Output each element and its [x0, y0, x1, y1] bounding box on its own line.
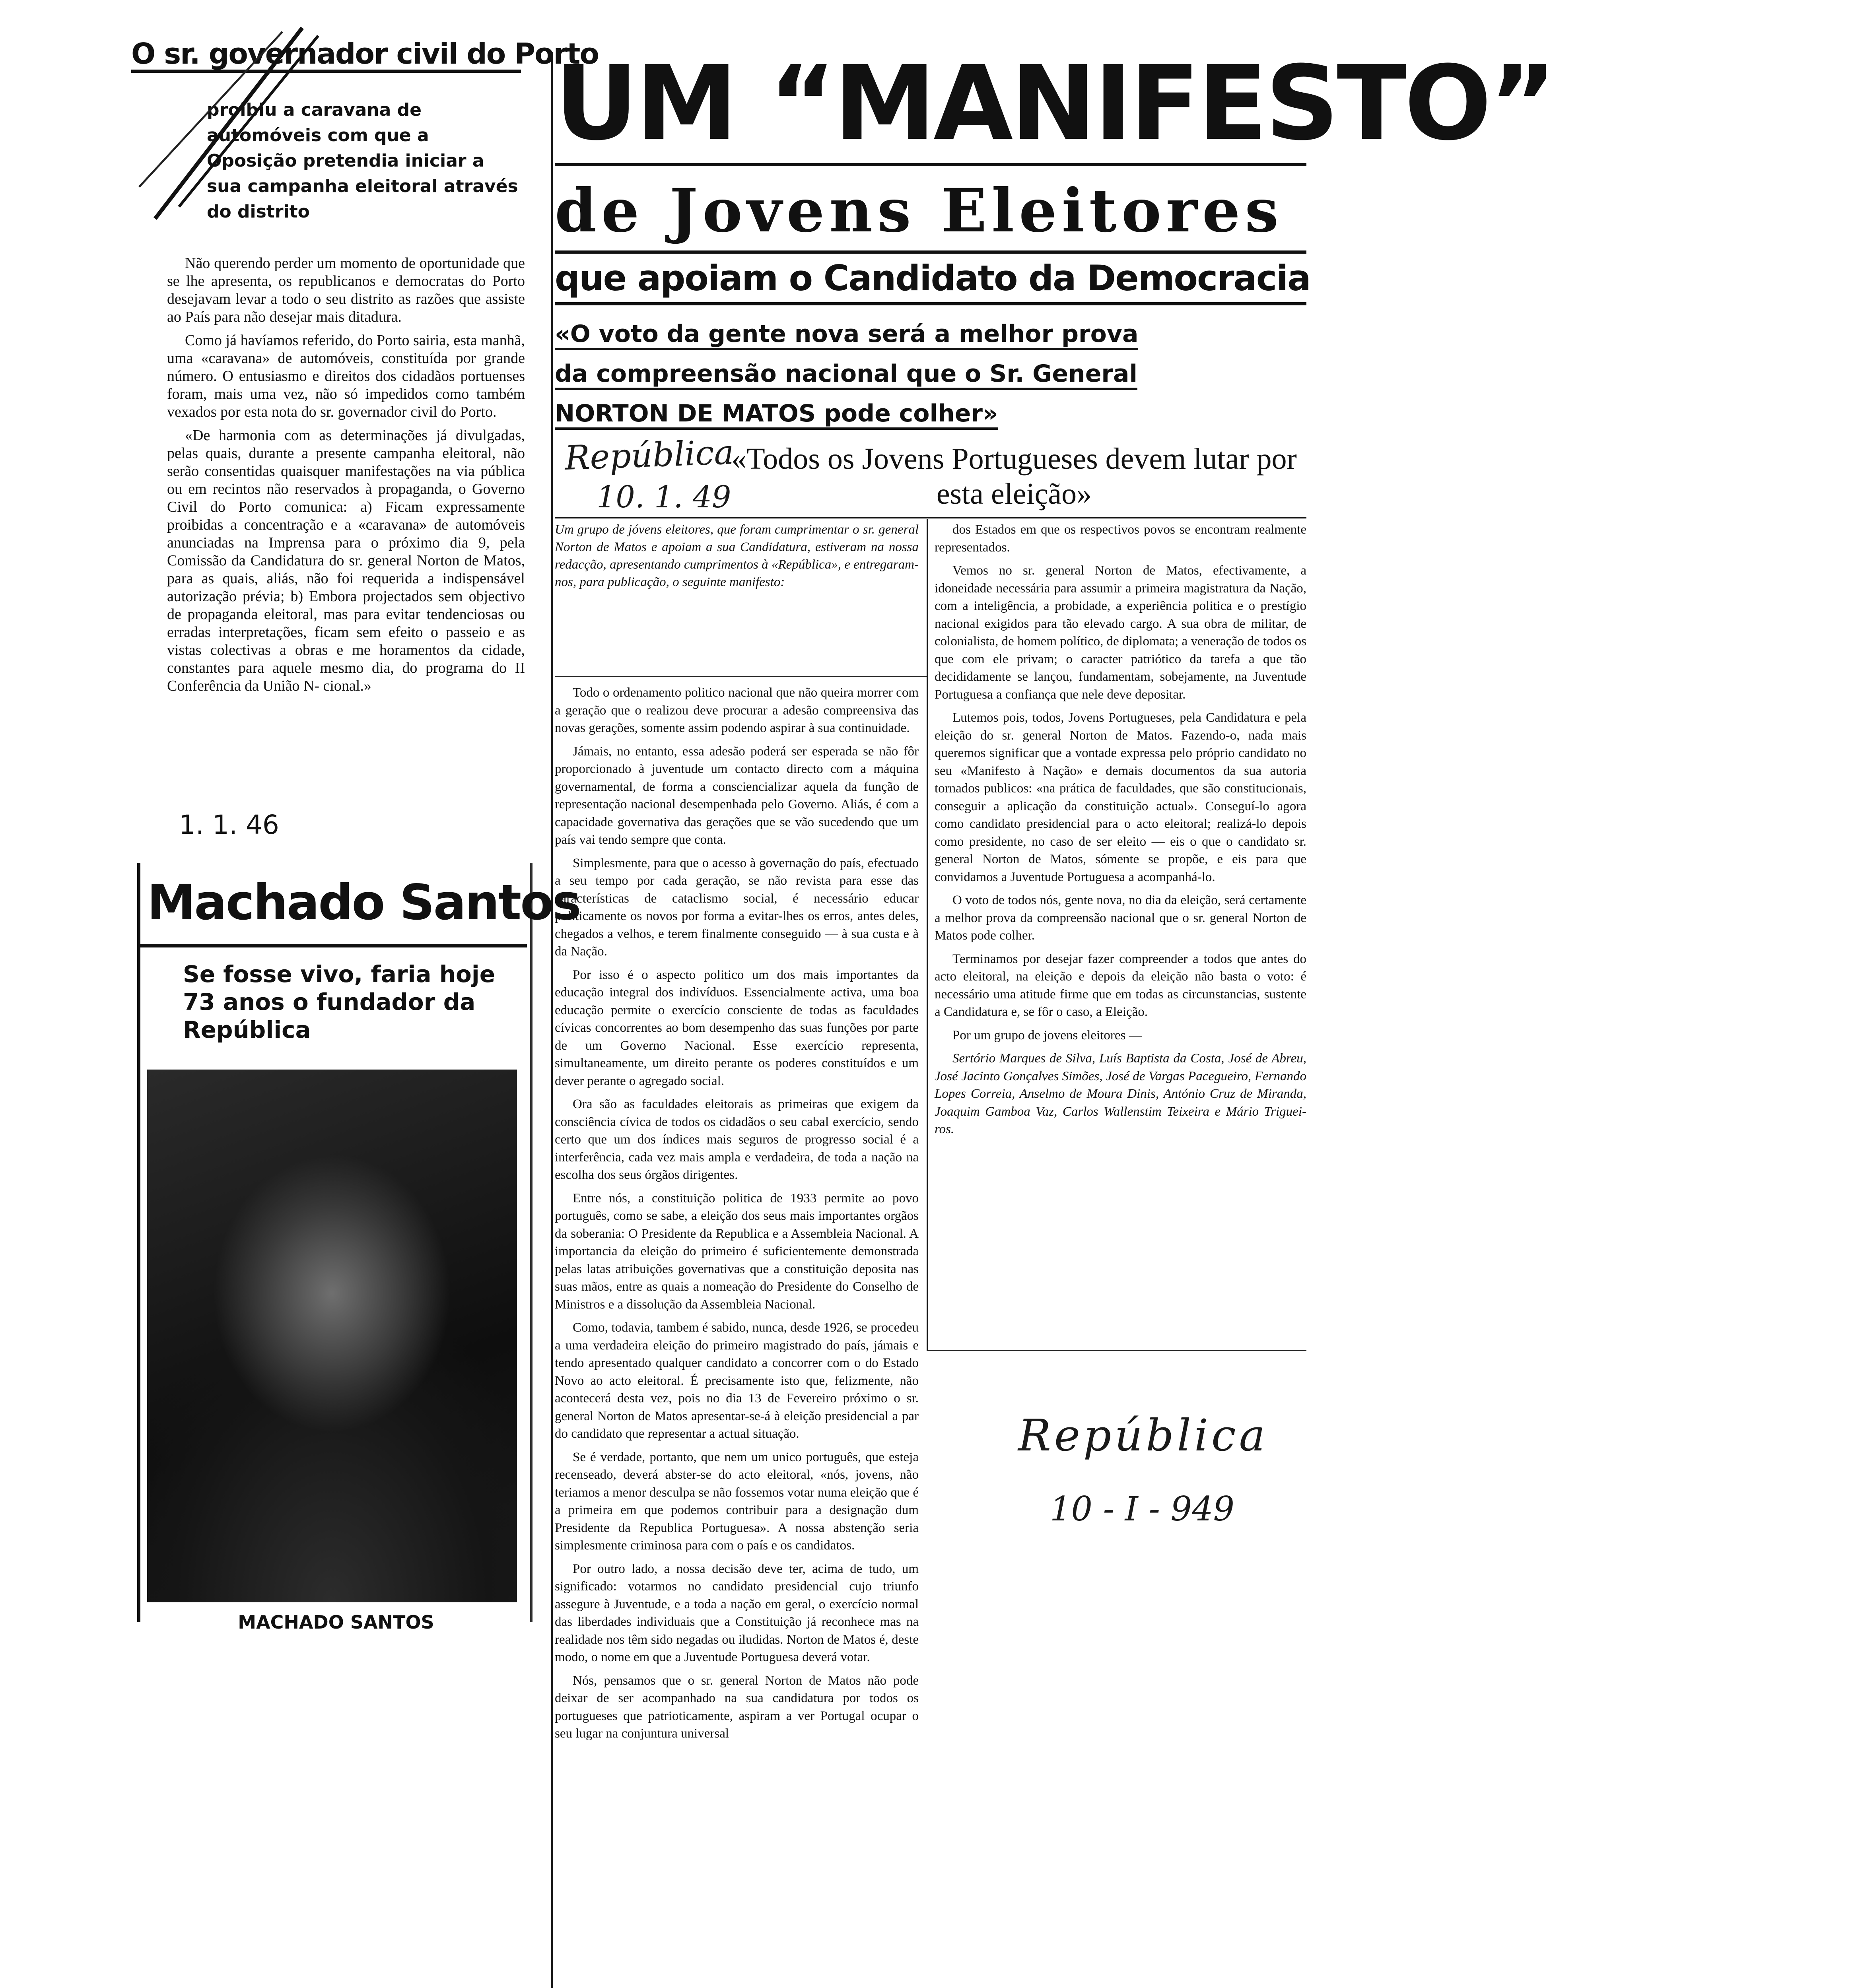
handwritten-date-note: 10. 1. 49: [597, 479, 731, 514]
article-paragraph: Vemos no sr. general Norton de Matos, efectivamente, a idoneidade necessária para assumir a primeira magistratura da Nação, com a inteligência, a probidade, a experiência politica e o prestígio nacional exigidos para tão elevado cargo. A sua obra de militar, de colonialista, de homem político, de diplomata; a veneração de todos os que com ele privam; o caracter patriótico da tarefa a que tão decididamente se lançou, fundamentam, sobejamente, na Juventude Portuguesa a confiança que nele deve depositar.: [935, 563, 1306, 702]
article-paragraph: Por isso é o aspecto politico um dos mais importantes da educação integral dos indivíduos. Essencialmente activa, uma boa educação permite o exercício consciente de todas as faculdades cívicas concorrentes ao bom desempenho das suas funções por parte de um Governo Nacional. Esse exercício representa, simultaneamente, um direito perante os poderes constituídos e um dever perante o agregado social.: [555, 967, 919, 1088]
article-paragraph: dos Estados em que os respectivos povos se encontram realmente representados.: [935, 522, 1306, 555]
subhead-line: da compreensão nacional que o Sr. General: [555, 360, 1137, 390]
article-paragraph: Lutemos pois, todos, Jovens Portugueses, pela Candidatura e pela eleição do sr. general Norton de Matos. Fazendo-o, nada mais queremos significar que a vontade expressa pelo próprio candidato no seu «Manifesto à Nação» e demais documentos da sua autoria tornados publicos: «na prática de faculdades, que são constitucionais, conseguir a aplicação da constituição actual». Conseguí-lo agora como candidato presidencial para o acto eleitoral; realizá-lo depois como presidente, no caso de ser eleito — eis o que o candidato sr. general Norton de Matos, sómente se propõe, e eis para que convidamos a Juventude Portuguesa a acompanhá-lo.: [935, 711, 1306, 884]
archive-handwritten-date: 10 - I - 949: [1050, 1489, 1234, 1528]
left-paragraph: Como já havíamos referido, do Porto sairia, esta manhã, uma «caravana» de automóveis, constituída por grande número. O entusiasmo e direitos dos cidadãos portuenses foram, mais uma vez, não só impedidos como também vexados por esta nota do sr. governador civil do Porto.: [167, 332, 525, 420]
left-article-headline: O sr. governador civil do Porto: [131, 38, 521, 73]
divider: [555, 517, 1306, 518]
main-article-column-2: [935, 521, 1306, 1368]
article-paragraph: Por outro lado, a nossa decisão deve ter, acima de tudo, um significado: votarmos no candidato presidencial cujo triunfo assegure à Juventude, e a toda a nação em geral, o exercício normal das liberdades individuais que a Constituição já reconhece mas na realidade nos têm sido negadas ou iludidas. Norton de Matos é, deste modo, o nome em que a Juventude Portuguesa deverá votar.: [555, 1561, 919, 1664]
article-paragraph: Como, todavia, tambem é sabido, nunca, desde 1926, se procedeu a uma verdadeira eleição do primeiro magistrado do país, jámais e tendo apresentado qualquer candidato a concorrer com o do Estado Novo ao acto eleitoral. É precisamente isto que, felizmente, não acontecerá desta vez, pois no dia 13 de Fevereiro próximo o sr. general Norton de Matos apresentar-se-á à eleição presidencial a par do candidato que representar a actual situação.: [555, 1320, 919, 1441]
divider: [927, 1350, 1306, 1351]
left-article-body: [167, 254, 525, 803]
main-article-subhead: [555, 314, 1223, 433]
main-article-kicker: «Todos os Jovens Portugueses devem lutar por esta eleição»: [731, 442, 1297, 511]
article-paragraph: Se é verdade, portanto, que nem um unico português, que esteja recenseado, deverá abster-se do acto eleitoral, «nós, jovens, não teriamos a menor desculpa se não fossemos votar numa eleição que é a primeira em que podemos contribuir para a designação dum Presidente da Republica Portuguesa». A nossa abstenção seria simplesmente criminosa para com o país e os candidatos.: [555, 1450, 919, 1553]
article-paragraph: O voto de todos nós, gente nova, no dia da eleição, será certamente a melhor prova da compreensão nacional que o sr. general Norton de Matos pode colher.: [935, 893, 1306, 943]
left-paragraph: Não querendo perder um momento de oportunidade que se lhe apresenta, os republicanos e democratas do Porto desejavam levar a todo o seu distrito as razões que assiste ao País para não desejar mais ditadura.: [167, 255, 525, 325]
divider: [555, 163, 1306, 166]
machado-santos-portrait-photo: [147, 1070, 517, 1602]
left-paragraph: «De harmonia com as determinações já divulgadas, pelas quais, durante a presente campanha eleitoral, não serão consentidas quaisquer manifestações na via pública ou em recintos não reservados à propaganda, o Governo Civil do Porto comunica: a) Ficam expressamente proibidas a concentração e a «caravana» de automóveis anunciadas na Imprensa para o próximo dia 9, pela Comissão da Candidatura do sr. general Norton de Matos, para as quais, aliás, não foi requerida a indispensável autorização prévia; b) Embora projectados sem objectivo de propaganda eleitoral, mas para evitar tendenciosas ou erradas interpretações, ficam sem efeito o passeio e as vistas colectivas a obras e me horamentos da cidade, constantes para aquele mesmo dia, do programa do II Conferência da União N- cional.»: [167, 427, 525, 694]
article-paragraph: Nós, pensamos que o sr. general Norton de Matos não pode deixar de ser acompanhado na sua candidatura por todos os portugueses que patrioticamente, aspiram a ver Portugal ocupar o seu lugar na conjuntura universal: [555, 1673, 919, 1741]
article-paragraph: Ora são as faculdades eleitorais as primeiras que exigem da consciência cívica de todos os cidadãos o seu cabal exercício, sendo certo que um dos índices mais seguros de progresso social é a interferência, cada vez mais ampla e verdadeira, de toda a nação na escolha dos seus órgãos dirigentes.: [555, 1097, 919, 1182]
archive-handwritten-source: República: [1018, 1410, 1269, 1461]
article-paragraph: Todo o ordenamento politico nacional que não queira morrer com a geração que o realizou deve procurar a adesão compreensiva das novas gerações, somente assim podendo aspirar à sua continuidade.: [555, 685, 919, 735]
article-paragraph: Simplesmente, para que o acesso à governação do país, efectuado a seu tempo por cada geração, se não revista para esse das características de cataclismo social, é necessário educar politicamente os novos por forma a evitar-lhes os erros, antes deles, chegados a velhos, e terem finalmente conseguido — à sua custa e à da Nação.: [555, 856, 919, 959]
main-article-column-1: [555, 684, 919, 1988]
divider: [555, 302, 1306, 305]
main-article-intro: Um grupo de jóvens eleitores, que foram cumprimentar o sr. general Norton de Matos e apoiam a sua Candidatura, estiveram na nossa redacção, apresentando cumprimentos à «República», e entregaram-nos, para publicação, o seguinte manifesto:: [555, 522, 919, 589]
left-article-subhead: proibiu a caravana de automóveis com que a Oposição pretendia iniciar a sua campanha eleitoral através do distrito: [207, 100, 518, 222]
article-paragraph: Por um grupo de jovens eleitores —: [952, 1028, 1142, 1043]
article-paragraph: Jámais, no entanto, essa adesão poderá ser esperada se não fôr proporcionado à juventude um contacto directo com a máquina governamental, de forma a consciencializar aquela da função de representação nacional desempenhada pelo Governo. Aliás, é com a capacidade governativa das gerações que se vão sucedendo que um país vai tendo sempre que conta.: [555, 744, 919, 847]
article-paragraph: Terminamos por desejar fazer compreender a todos que antes do acto eleitoral, na eleição e depois da eleição não basta o voto: é necessário uma atitude firme que em todas as circunstancias, sustente a Candidatura e, se fôr o caso, a Eleição.: [935, 951, 1306, 1019]
left-handwritten-date: 1. 1. 46: [179, 810, 279, 840]
main-article-title-line2: de Jovens Eleitores: [555, 176, 1283, 246]
handwritten-source-note: República: [564, 433, 735, 478]
column-divider: [927, 519, 928, 1350]
main-article-title-line3: que apoiam o Candidato da Democracia: [555, 258, 1310, 299]
divider: [555, 250, 1306, 254]
subhead-line: «O voto da gente nova será a melhor prova: [555, 320, 1138, 350]
photo-caption: MACHADO SANTOS: [238, 1611, 434, 1633]
signers-list: Sertório Marques de Silva, Luís Baptista da Costa, José de Abreu, José Jacinto Gonçalves Simões, José de Vargas Pacegueiro, Fernando Lopes Correia, Anselmo de Moura Dinis, António Cruz de Miranda, Joaquim Gamboa Vaz, Carlos Wallenstim Teixeira e Mário Triguei-ros.: [935, 1051, 1306, 1136]
machado-santos-subtitle: Se fosse vivo, faria hoje 73 anos o fundador da República: [183, 961, 496, 1043]
machado-santos-title: Machado Santos: [147, 874, 580, 931]
article-paragraph: Entre nós, a constituição politica de 1933 permite ao povo português, como se sabe, a eleição dos seus mais importantes orgãos da soberania: O Presidente da Republica e a Assembleia Nacional. A importancia da eleição do primeiro é suficientemente demonstrada pelas latas atribuições governativas que a constituição deposita nas suas mãos, entre as quais a nomeação do Presidente do Conselho de Ministros e a dissolução da Assembleia Nacional.: [555, 1191, 919, 1312]
main-article-title: UM “MANIFESTO”: [555, 44, 1555, 163]
subhead-line: NORTON DE MATOS pode colher»: [555, 400, 998, 430]
divider: [555, 676, 927, 677]
divider: [137, 944, 527, 947]
